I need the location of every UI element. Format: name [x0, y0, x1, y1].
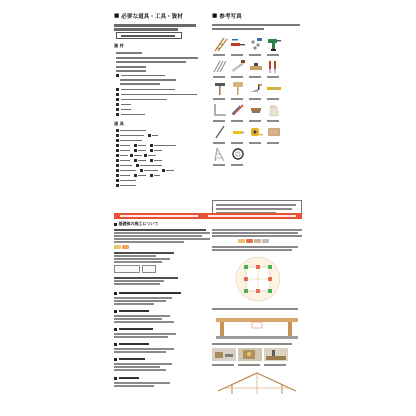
subsection-heading: [114, 309, 149, 313]
subsection-heading: [114, 342, 149, 346]
body-text-line: [114, 283, 160, 285]
body-text-line: [114, 363, 172, 365]
photo-level: [266, 80, 282, 96]
materials-text-line: [116, 57, 198, 59]
callout-text-line: [121, 35, 175, 37]
materials-text-line: [116, 61, 186, 63]
material-item: [116, 98, 167, 101]
body-text-line: [114, 252, 174, 254]
step-caption: [238, 364, 260, 366]
foundation-detail-box: [114, 265, 140, 273]
photo-stepladder: [212, 146, 228, 162]
body-text-line: [114, 241, 184, 243]
square-bullet-icon: [114, 328, 117, 331]
body-text-line: [114, 261, 162, 263]
photo-ladder: [212, 36, 228, 52]
body-text-line: [114, 333, 176, 335]
square-bullet-icon: [114, 310, 117, 313]
photo-plane: [248, 58, 264, 74]
tool-item: [150, 173, 160, 178]
photo-mallet: [230, 80, 246, 96]
body-text-line: [212, 235, 302, 237]
subsection-heading: [114, 376, 139, 380]
photo-trowel: [248, 80, 264, 96]
body-text-line: [212, 308, 298, 310]
materials-text-line: [116, 70, 146, 72]
material-item: [116, 74, 165, 77]
body-text-line: [114, 303, 154, 305]
materials-text-line: [116, 52, 142, 54]
tool-item: [148, 133, 158, 138]
color-samples: [238, 239, 269, 243]
materials-heading: 資 材: [114, 43, 124, 48]
body-text-line: [212, 246, 298, 248]
square-bullet-icon: [116, 74, 119, 77]
body-text-line: [114, 348, 174, 350]
material-item: [116, 108, 131, 111]
body-text-line: [114, 280, 164, 282]
subsection-heading: [114, 291, 181, 295]
body-text-line: [114, 336, 168, 338]
square-bullet-icon: [116, 108, 119, 111]
photo-file: [212, 124, 228, 140]
photo-sandpaper: [266, 124, 282, 140]
step-caption: [212, 364, 234, 366]
photo-tool-set: [230, 36, 246, 52]
body-text-line: [114, 321, 174, 323]
subsection-heading: [114, 327, 153, 331]
body-text-line: [212, 232, 298, 234]
body-text-line: [114, 255, 156, 257]
body-text-line: [114, 238, 210, 240]
foundation-heading-text: 基礎部の施工について: [118, 221, 159, 226]
photo-chisel: [266, 58, 282, 74]
reference-photos-title: [212, 12, 242, 20]
warning-banner: [114, 213, 302, 219]
materials-text-line: [116, 66, 146, 68]
tool-item: [162, 168, 174, 173]
body-text-line: [212, 343, 292, 345]
deck-cross-section-diagram: [212, 312, 302, 340]
foundation-detail-box: [142, 265, 156, 273]
body-text-line: [114, 277, 178, 279]
square-bullet-icon: [114, 343, 117, 346]
body-text-line: [114, 232, 210, 234]
reference-photos-title-text: 参考写真: [219, 14, 242, 20]
photo-intro-line: [212, 28, 264, 30]
photo-intro-line: [212, 24, 300, 26]
body-text-line: [114, 297, 172, 299]
square-bullet-icon: [114, 292, 117, 295]
body-text-line: [114, 351, 166, 353]
materials-text-line: [120, 79, 176, 81]
photo-hammer: [212, 80, 228, 96]
body-text-line: [114, 229, 206, 231]
photo-saw: [230, 58, 246, 74]
step-photo: [264, 347, 288, 361]
tools-materials-title: [114, 12, 183, 20]
tools-materials-title-text: 必要な道具・工具・資材: [121, 14, 183, 20]
body-text-line: [114, 385, 154, 387]
body-text-line: [212, 229, 302, 231]
step-photo: [238, 347, 262, 361]
photo-bits: [212, 58, 228, 74]
square-bullet-icon: [114, 358, 117, 361]
photo-wire-brush: [248, 102, 264, 118]
body-text-line: [114, 382, 170, 384]
pipe-samples: [114, 245, 129, 249]
body-text-line: [114, 300, 166, 302]
step-caption: [264, 364, 286, 366]
body-text-line: [114, 258, 170, 260]
photo-square-ruler: [212, 102, 228, 118]
photo-tape-measure: [248, 124, 264, 140]
materials-text-line: [120, 83, 160, 85]
foundation-heading: [114, 222, 158, 226]
photo-cutter: [230, 124, 246, 140]
photo-drill: [266, 36, 282, 52]
body-text-line: [114, 235, 202, 237]
body-text-line: [114, 369, 166, 371]
material-item: [116, 93, 197, 96]
intro-text-line: [114, 28, 178, 31]
material-item: [116, 88, 175, 91]
material-item: [116, 113, 145, 116]
square-bullet-icon: [116, 103, 119, 106]
square-bullet-icon: [116, 93, 119, 96]
body-text-line: [114, 315, 170, 317]
photo-pencil: [230, 102, 246, 118]
tools-heading: 道 具: [114, 121, 124, 126]
photo-gloves: [266, 102, 282, 118]
section-mark-icon: ■: [212, 13, 218, 19]
square-bullet-icon: [114, 223, 117, 226]
square-bullet-icon: [116, 113, 119, 116]
foundation-layout-diagram: [230, 253, 286, 305]
square-bullet-icon: [116, 98, 119, 101]
square-bullet-icon: [116, 88, 119, 91]
roof-frame-diagram: [212, 369, 302, 395]
material-item: [116, 103, 131, 106]
step-photo: [212, 347, 236, 361]
callout-box: [116, 32, 182, 39]
photo-screws: [248, 36, 264, 52]
photo-extension-cord: [230, 146, 246, 162]
body-text-line: [114, 318, 162, 320]
subsection-heading: [114, 357, 145, 361]
square-bullet-icon: [114, 377, 117, 380]
section-mark-icon: ■: [114, 13, 120, 19]
intro-text-line: [114, 24, 196, 27]
body-text-line: [212, 249, 292, 251]
tool-item: [116, 183, 136, 188]
body-text-line: [114, 366, 160, 368]
